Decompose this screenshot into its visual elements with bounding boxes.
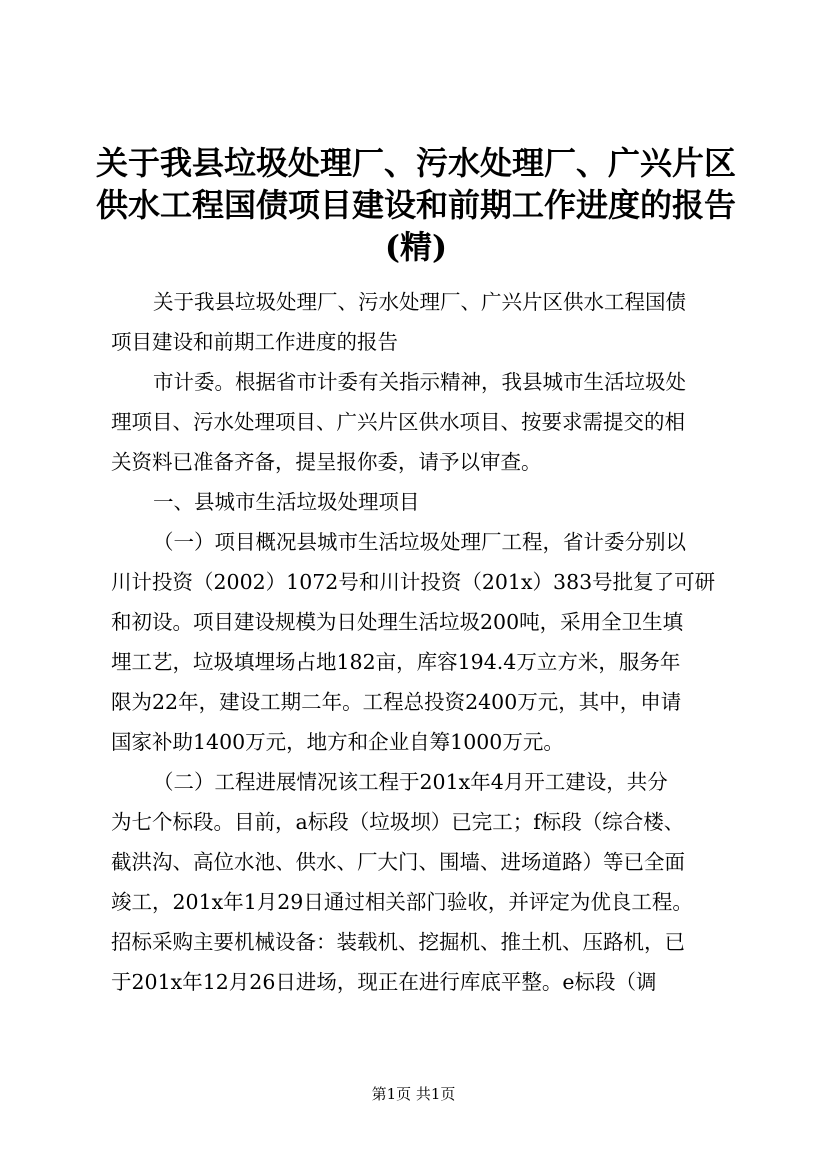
text-line: 市计委。根据省市计委有关指示精神，我县城市生活垃圾处 <box>153 370 686 394</box>
text-line: 关资料已准备齐备，提呈报你委，请予以审查。 <box>111 450 542 474</box>
section-heading <box>111 482 731 522</box>
title-line: (精) <box>384 228 448 266</box>
text-line: （一）项目概况县城市生活垃圾处理厂工程，省计委分别以 <box>153 530 686 554</box>
text-line: 理项目、污水处理项目、广兴片区供水项目、按要求需提交的相 <box>111 410 685 434</box>
text-line: （二）工程进展情况该工程于201x年4月开工建设，共分 <box>153 770 668 794</box>
paragraph-project-overview <box>111 522 731 762</box>
page-footer: 第1页 共1页 <box>371 1085 456 1103</box>
paragraph-report-heading <box>111 282 731 362</box>
text-line: 项目建设和前期工作进度的报告 <box>111 330 398 354</box>
text-line: 和初设。项目建设规模为日处理生活垃圾200吨，采用全卫生填 <box>111 610 684 634</box>
text-line: 于201x年12月26日进场，现正在进行库底平整。e标段（调 <box>111 970 657 994</box>
text-line: 竣工，201x年1月29日通过相关部门验收，并评定为优良工程。 <box>111 890 693 914</box>
text-line: 限为22年，建设工期二年。工程总投资2400万元，其中，申请 <box>111 690 682 714</box>
document-body <box>111 282 731 1002</box>
text-line: 为七个标段。目前，a标段（垃圾坝）已完工；f标段（综合楼、 <box>111 810 685 834</box>
paragraph-salutation <box>111 362 731 482</box>
text-line: 招标采购主要机械设备：装载机、挖掘机、推土机、压路机，已 <box>111 930 685 954</box>
title-line: 关于我县垃圾处理厂、污水处理厂、广兴片区 <box>96 144 737 182</box>
text-line: 国家补助1400万元，地方和企业自筹1000万元。 <box>111 730 564 754</box>
title-line: 供水工程国债项目建设和前期工作进度的报告 <box>96 186 737 224</box>
text-line: 埋工艺，垃圾填埋场占地182亩，库容194.4万立方米，服务年 <box>111 650 681 674</box>
text-line: 一、县城市生活垃圾处理项目 <box>153 490 420 514</box>
text-line: 截洪沟、高位水池、供水、厂大门、围墙、进场道路）等已全面 <box>111 850 685 874</box>
paragraph-progress <box>111 762 731 1002</box>
text-line: 川计投资（2002）1072号和川计投资（201x）383号批复了可研 <box>111 570 716 594</box>
text-line: 关于我县垃圾处理厂、污水处理厂、广兴片区供水工程国债 <box>153 290 686 314</box>
document-title <box>96 142 736 268</box>
